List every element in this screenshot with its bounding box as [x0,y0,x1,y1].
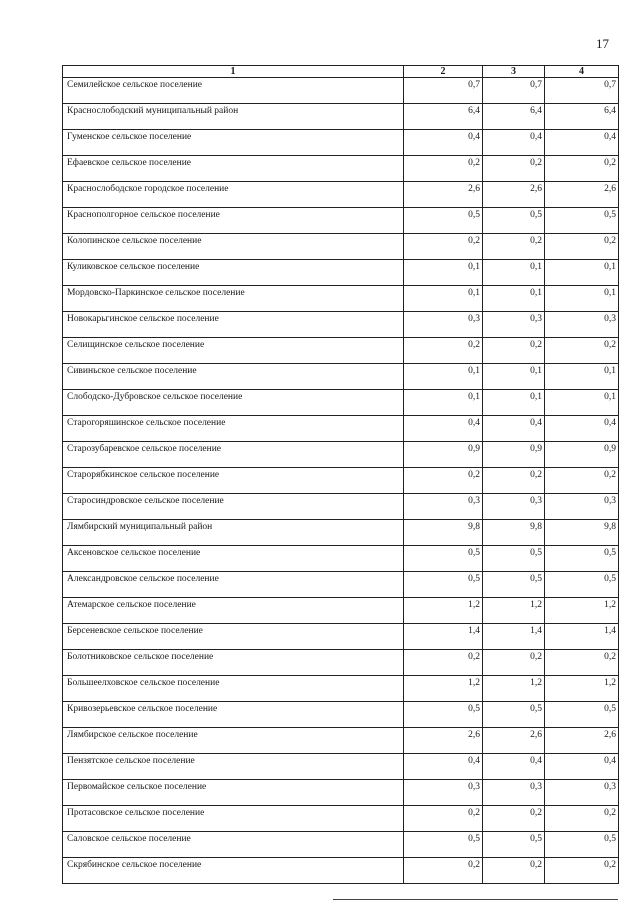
table-row [63,156,619,182]
settlement-name-cell: Старогоряшинское сельское поселение [63,416,404,442]
value-cell-col-4: 0,2 [545,468,619,494]
settlement-name-cell: Лямбирский муниципальный район [63,520,404,546]
value-cell-col-3: 0,5 [483,702,545,728]
footer-rule [333,899,618,900]
value-cell-col-3: 0,2 [483,156,545,182]
settlement-name-cell: Аксеновское сельское поселение [63,546,404,572]
settlement-name-cell: Краснополгорное сельское поселение [63,208,404,234]
value-cell-col-2: 0,2 [404,234,483,260]
value-cell-col-4: 0,2 [545,234,619,260]
table-row [63,130,619,156]
value-cell-col-4: 6,4 [545,104,619,130]
value-cell-col-4: 0,5 [545,832,619,858]
settlement-name-cell: Старорябкинское сельское поселение [63,468,404,494]
settlement-name-cell: Александровское сельское поселение [63,572,404,598]
table-row [63,390,619,416]
value-cell-col-3: 0,3 [483,312,545,338]
data-table [62,65,619,884]
table-row [63,806,619,832]
value-cell-col-4: 0,4 [545,754,619,780]
value-cell-col-4: 1,2 [545,676,619,702]
table-row [63,260,619,286]
value-cell-col-4: 0,2 [545,858,619,884]
table-row [63,286,619,312]
value-cell-col-2: 0,5 [404,546,483,572]
table-row [63,572,619,598]
table-row [63,546,619,572]
value-cell-col-2: 0,3 [404,312,483,338]
value-cell-col-2: 0,5 [404,208,483,234]
value-cell-col-2: 0,4 [404,754,483,780]
value-cell-col-4: 0,3 [545,780,619,806]
value-cell-col-3: 0,1 [483,390,545,416]
header-row [63,66,619,78]
value-cell-col-2: 0,1 [404,260,483,286]
value-cell-col-2: 1,2 [404,598,483,624]
table-row [63,624,619,650]
settlement-name-cell: Пензятское сельское поселение [63,754,404,780]
column-header-4: 4 [545,66,619,78]
settlement-name-cell: Большеелховское сельское поселение [63,676,404,702]
value-cell-col-2: 0,2 [404,806,483,832]
settlement-name-cell: Скрябинское сельское поселение [63,858,404,884]
settlement-name-cell: Протасовское сельское поселение [63,806,404,832]
value-cell-col-4: 0,9 [545,442,619,468]
settlement-name-cell: Слободско-Дубровское сельское поселение [63,390,404,416]
value-cell-col-2: 0,7 [404,78,483,104]
value-cell-col-4: 0,2 [545,650,619,676]
settlement-name-cell: Кривозерьевское сельское поселение [63,702,404,728]
value-cell-col-2: 0,2 [404,156,483,182]
value-cell-col-3: 0,2 [483,858,545,884]
value-cell-col-4: 9,8 [545,520,619,546]
table-row [63,780,619,806]
table-row [63,832,619,858]
table-row [63,312,619,338]
value-cell-col-3: 1,4 [483,624,545,650]
value-cell-col-2: 6,4 [404,104,483,130]
value-cell-col-2: 0,4 [404,130,483,156]
table-row [63,754,619,780]
value-cell-col-3: 0,2 [483,650,545,676]
settlement-name-cell: Саловское сельское поселение [63,832,404,858]
value-cell-col-3: 0,7 [483,78,545,104]
value-cell-col-3: 0,1 [483,364,545,390]
value-cell-col-2: 1,2 [404,676,483,702]
value-cell-col-3: 0,2 [483,806,545,832]
settlement-name-cell: Краснослободское городское поселение [63,182,404,208]
table-row [63,676,619,702]
settlement-name-cell: Сивиньское сельское поселение [63,364,404,390]
value-cell-col-3: 0,3 [483,494,545,520]
settlement-name-cell: Болотниковское сельское поселение [63,650,404,676]
value-cell-col-4: 0,7 [545,78,619,104]
value-cell-col-3: 0,4 [483,754,545,780]
settlement-name-cell: Семилейское сельское поселение [63,78,404,104]
settlement-name-cell: Старозубаревское сельское поселение [63,442,404,468]
settlement-name-cell: Колопинское сельское поселение [63,234,404,260]
settlement-name-cell: Первомайское сельское поселение [63,780,404,806]
value-cell-col-2: 0,3 [404,494,483,520]
table-row [63,650,619,676]
value-cell-col-2: 0,3 [404,780,483,806]
value-cell-col-4: 0,3 [545,312,619,338]
value-cell-col-3: 0,3 [483,780,545,806]
value-cell-col-4: 0,2 [545,806,619,832]
value-cell-col-4: 1,4 [545,624,619,650]
table-row [63,364,619,390]
value-cell-col-4: 0,5 [545,572,619,598]
table-row [63,78,619,104]
table-row [63,104,619,130]
value-cell-col-4: 0,3 [545,494,619,520]
value-cell-col-3: 1,2 [483,598,545,624]
table-row [63,234,619,260]
value-cell-col-2: 2,6 [404,728,483,754]
value-cell-col-3: 0,5 [483,208,545,234]
value-cell-col-4: 0,1 [545,286,619,312]
value-cell-col-3: 0,5 [483,546,545,572]
value-cell-col-2: 0,5 [404,832,483,858]
value-cell-col-4: 0,2 [545,338,619,364]
value-cell-col-2: 0,5 [404,572,483,598]
value-cell-col-2: 0,2 [404,858,483,884]
page-number: 17 [596,36,609,51]
value-cell-col-3: 1,2 [483,676,545,702]
table-row [63,858,619,884]
table-row [63,494,619,520]
value-cell-col-2: 0,5 [404,702,483,728]
table-row [63,520,619,546]
value-cell-col-3: 0,9 [483,442,545,468]
table-row [63,416,619,442]
value-cell-col-4: 1,2 [545,598,619,624]
settlement-name-cell: Куликовское сельское поселение [63,260,404,286]
settlement-name-cell: Селищинское сельское поселение [63,338,404,364]
value-cell-col-4: 0,5 [545,546,619,572]
value-cell-col-4: 2,6 [545,182,619,208]
value-cell-col-3: 6,4 [483,104,545,130]
value-cell-col-2: 2,6 [404,182,483,208]
value-cell-col-3: 0,4 [483,416,545,442]
value-cell-col-3: 0,2 [483,234,545,260]
value-cell-col-2: 0,1 [404,390,483,416]
settlement-name-cell: Гуменское сельское поселение [63,130,404,156]
table-row [63,442,619,468]
value-cell-col-3: 0,2 [483,468,545,494]
value-cell-col-4: 0,2 [545,156,619,182]
value-cell-col-2: 0,2 [404,468,483,494]
value-cell-col-2: 0,4 [404,416,483,442]
value-cell-col-4: 0,5 [545,702,619,728]
settlement-name-cell: Старосиндровское сельское поселение [63,494,404,520]
value-cell-col-4: 0,4 [545,130,619,156]
value-cell-col-3: 9,8 [483,520,545,546]
table-row [63,182,619,208]
table-row [63,468,619,494]
value-cell-col-2: 9,8 [404,520,483,546]
value-cell-col-3: 0,1 [483,260,545,286]
table-body [63,78,619,884]
value-cell-col-3: 2,6 [483,182,545,208]
value-cell-col-3: 0,5 [483,572,545,598]
value-cell-col-2: 0,1 [404,286,483,312]
settlement-name-cell: Краснослободский муниципальный район [63,104,404,130]
table-row [63,208,619,234]
value-cell-col-3: 2,6 [483,728,545,754]
value-cell-col-2: 0,2 [404,650,483,676]
settlement-name-cell: Мордовско-Паркинское сельское поселение [63,286,404,312]
value-cell-col-2: 1,4 [404,624,483,650]
column-header-1: 1 [63,66,404,78]
value-cell-col-2: 0,1 [404,364,483,390]
column-header-3: 3 [483,66,545,78]
value-cell-col-4: 0,5 [545,208,619,234]
table-row [63,702,619,728]
column-header-2: 2 [404,66,483,78]
value-cell-col-4: 0,1 [545,260,619,286]
value-cell-col-2: 0,9 [404,442,483,468]
value-cell-col-4: 0,1 [545,364,619,390]
settlement-name-cell: Атемарское сельское поселение [63,598,404,624]
value-cell-col-3: 0,5 [483,832,545,858]
value-cell-col-2: 0,2 [404,338,483,364]
table-row [63,338,619,364]
value-cell-col-4: 2,6 [545,728,619,754]
settlement-name-cell: Ефаевское сельское поселение [63,156,404,182]
value-cell-col-4: 0,1 [545,390,619,416]
table-row [63,728,619,754]
value-cell-col-3: 0,2 [483,338,545,364]
table-row [63,598,619,624]
settlement-name-cell: Лямбирское сельское поселение [63,728,404,754]
settlement-name-cell: Берсеневское сельское поселение [63,624,404,650]
value-cell-col-3: 0,4 [483,130,545,156]
value-cell-col-3: 0,1 [483,286,545,312]
settlement-name-cell: Новокарьгинское сельское поселение [63,312,404,338]
value-cell-col-4: 0,4 [545,416,619,442]
